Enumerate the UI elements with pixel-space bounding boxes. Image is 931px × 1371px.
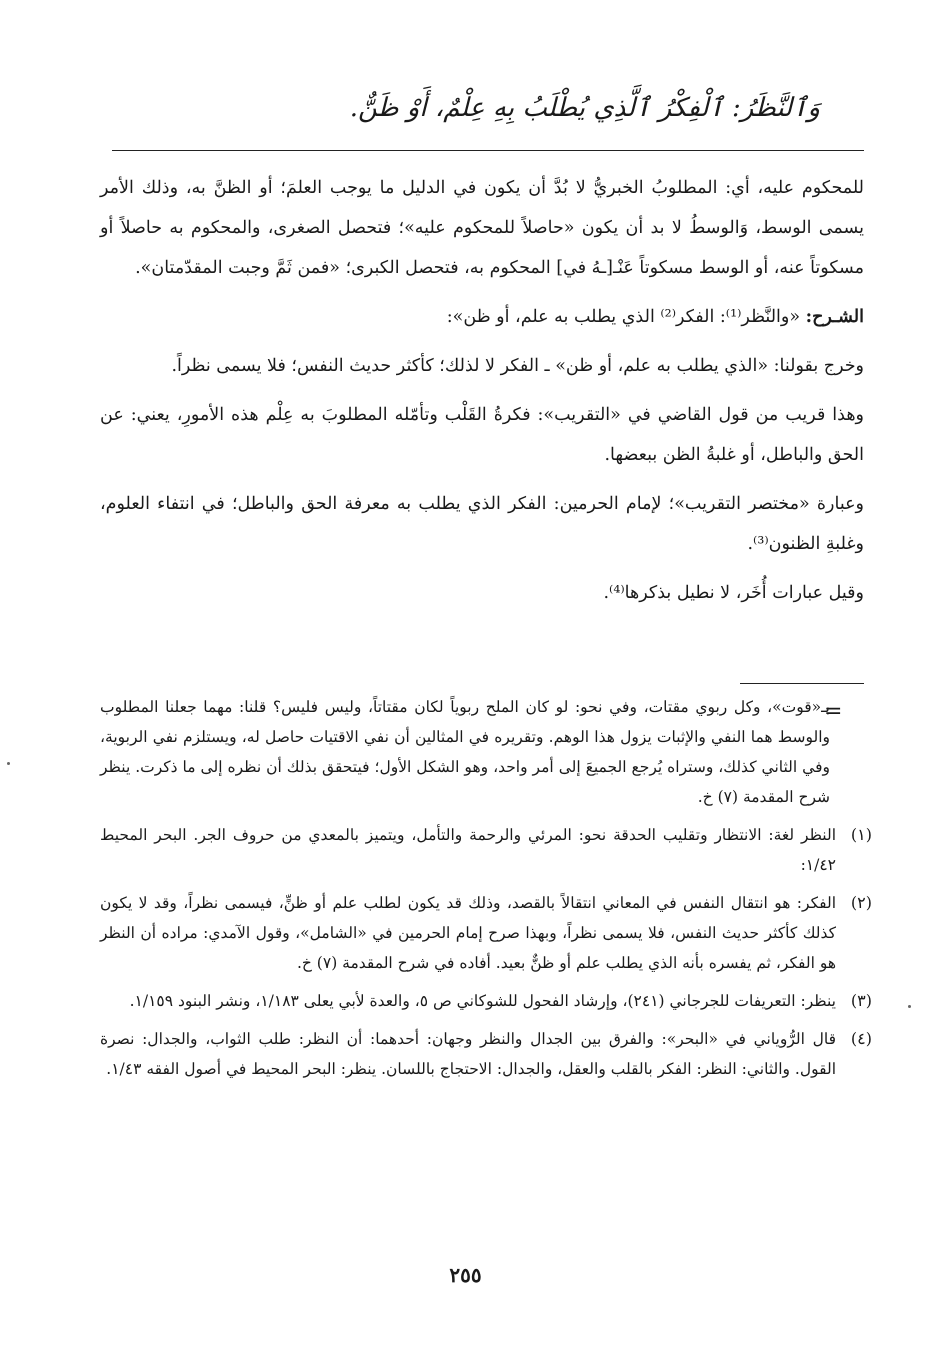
- footnote-2: [100, 888, 872, 978]
- footnote-text: قال الرُّوياني في «البحر»: والفرق بين الجدال والنظر وجهان: أحدهما: أن النظر: طلب الثواب، والجدال: نصرة القول. والثاني: النظر: الفكر بالقلب والعقل، والجدال: الاحتجاج باللسان. ينظر: البحر المحيط في أصول الفقه ١/٤٣.: [100, 1030, 836, 1078]
- footnote-continuation: [100, 692, 830, 812]
- footnote-1: [100, 820, 872, 880]
- footnote-rule: [740, 683, 864, 684]
- scan-speck: [908, 1005, 911, 1008]
- footnote-number: (٤): [850, 1029, 872, 1048]
- paragraph-4: وهذا قريب من قول القاضي في «التقريب»: فكرةُ القَلْب وتأمّله المطلوبَ به عِلْم هذه الأمورِ، يعني: عن الحق والباطل، أو غلبةُ الظن ببعضها.: [100, 405, 864, 465]
- header-rule: [112, 150, 864, 151]
- matn-heading: وَٱلنَّظَرُ: ٱلْفِكْرُ ٱلَّذِي يُطْلَبُ بِهِ عِلْمٌ، أَوْ ظَنٌّ.: [349, 93, 820, 123]
- paragraph-2-text: «والنَّظر⁽¹⁾: الفكر⁽²⁾ الذي يطلب به علم، أو ظن»:: [446, 307, 806, 327]
- footnote-continuation-mark: =: [824, 699, 843, 724]
- footnote-number: (٣): [850, 991, 872, 1010]
- paragraph-3: وخرج بقولنا: «الذي يطلب به علم، أو ظن» ـ الفكر لا لذلك؛ كأكثر حديث النفس؛ فلا يسمى نظراً.: [171, 356, 864, 376]
- scan-speck: [7, 762, 10, 765]
- footnote-number: (٢): [850, 893, 872, 912]
- paragraph-5: وعبارة «مختصر التقريب»؛ لإمام الحرمين: الفكر الذي يطلب به معرفة الحق والباطل؛ في انتفاء العلوم، وغلبةِ الظنون⁽³⁾.: [100, 494, 864, 554]
- page-number: ٢٥٥: [449, 1263, 482, 1287]
- footnote-3: [100, 986, 872, 1016]
- footnote-text: الفكر: هو انتقال النفس في المعاني انتقالاً بالقصد، وذلك قد يكون لطلب علم أو ظنٍّ، فيسمى نظراً، وقد لا يكون كذلك كأكثر حديث النفس، فلا يسمى نظراً، وبهذا صرح إمام الحرمين في «الشامل»، وقول الآمدي: مراده أن النظر هو الفكر، ثم يفسره بأنه الذي يطلب علم أو ظنٌّ بعيد. أفاده في شرح المقدمة (٧) خ.: [100, 894, 836, 972]
- footnotes: [100, 692, 872, 1092]
- footnote-number: (١): [850, 825, 872, 844]
- footnote-continuation-text: بـ«قوت»، وكل ربوي مقتات، وفي نحو: لو كان الملح ربوياً لكان مقتاتاً، وليس فليس؟ قلنا: مهما جعلنا المطلوب والوسط هما النفي والإثبات يزول هذا الوهم. وتقريره في المثالين أن نفي الاقتيات حاصل له، ويستلزم نفي الربوية، وفي الثاني كذلك، وستراه يُرجع الجميعَ إلى أمر واحد، وهو الشكل الأول؛ فيتحقق بذلك أن نظره إلى ما ذكرت. ينظر شرح المقدمة (٧) خ.: [100, 698, 830, 806]
- footnote-text: ينظر: التعريفات للجرجاني (٢٤١)، وإرشاد الفحول للشوكاني ص ٥، والعدة لأبي يعلى ١/١٨٣، ونشر البنود ١/١٥٩.: [129, 992, 836, 1010]
- commentary-body: [100, 168, 864, 622]
- footnote-4: [100, 1024, 872, 1084]
- paragraph-1: للمحكوم عليه، أي: المطلوبُ الخبريُّ لا بُدَّ أن يكون في الدليل ما يوجب العلمَ؛ أو الظنَّ به، وذلك الأمر يسمى الوسط، وَالوسطُ لا بد أن يكون «حاصلاً للمحكوم عليه»؛ فتحصل الصغرى، والمحكوم به حاصلاً أو مسكوتاً عنه، أو الوسط مسكوتاً عَنْـ[ـهُ في] المحكوم به، فتحصل الكبرى؛ «فمن ثَمَّ وجبت المقدّمتان».: [100, 178, 864, 278]
- paragraph-2: [100, 297, 864, 337]
- paragraph-6: وقيل عبارات أُخَر، لا نطيل بذكرها⁽⁴⁾.: [603, 583, 864, 603]
- sharh-label: الشـرح:: [805, 307, 864, 327]
- footnote-text: النظر لغة: الانتظار وتقليب الحدقة نحو: المرئي والرحمة والتأمل، ويتميز بالمعدي من حروف الجر. البحر المحيط ١/٤٢:: [100, 826, 836, 874]
